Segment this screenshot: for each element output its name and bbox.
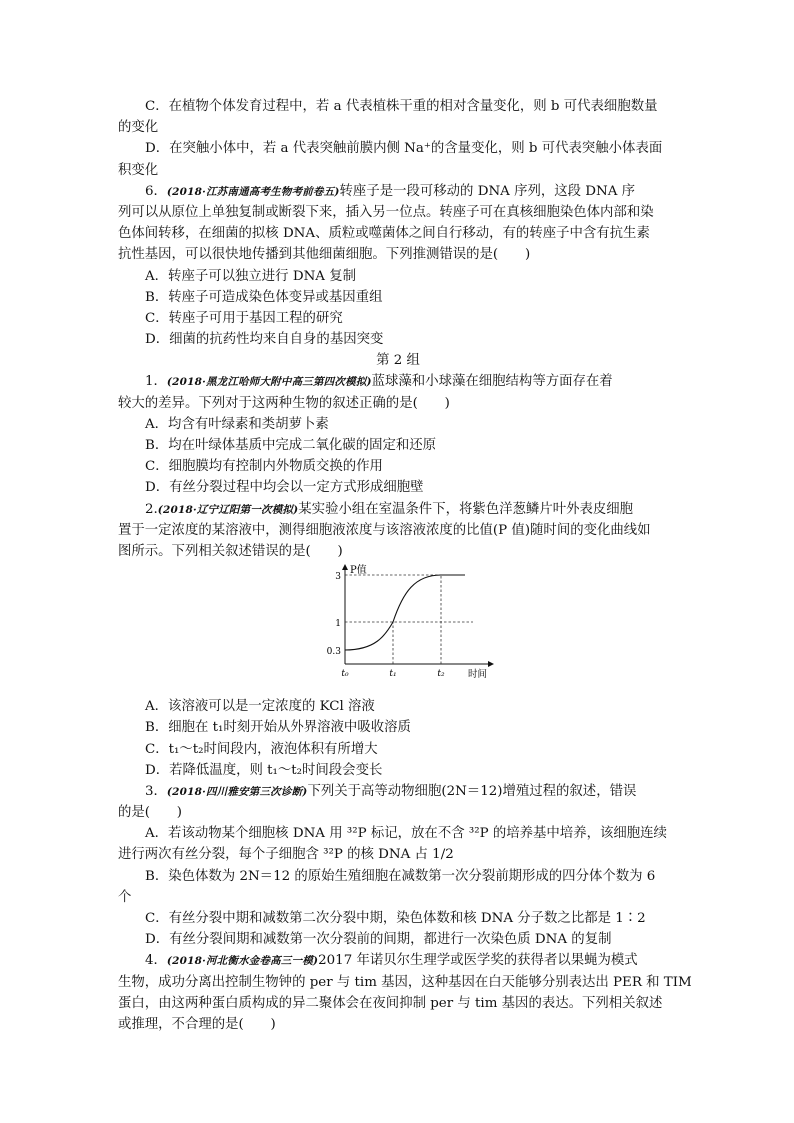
q6-stem-text: 转座子是一段可移动的 DNA 序列，这段 DNA 序 xyxy=(339,183,636,199)
q5-option-c-line2: 的变化 xyxy=(118,120,159,136)
g2q4-stem-line2: 生物，成功分离出控制生物钟的 per 与 tim 基因，这种基因在白天能够分别表达出 PER 和 TIM xyxy=(118,974,692,990)
q6-stem-line1 xyxy=(118,181,678,202)
g2q2-stem-line1 xyxy=(118,499,678,520)
q5-option-d-line1: D．在突触小体中，若 a 代表突触前膜内侧 Na⁺的含量变化，则 b 可代表突触小体表面 xyxy=(145,141,663,157)
g2q3-option-d: D．有丝分裂间期和减数第一次分裂前的间期，都进行一次染色质 DNA 的复制 xyxy=(145,932,612,948)
q5-option-c-line1: C．在植物个体发育过程中，若 a 代表植株干重的相对含量变化，则 b 可代表细胞数量 xyxy=(145,99,658,114)
g2q3-option-c: C．有丝分裂中期和减数第二次分裂中期，染色体数和核 DNA 分子数之比都是 1∶2 xyxy=(145,911,646,926)
q6-option-a: A．转座子可以独立进行 DNA 复制 xyxy=(145,268,356,284)
x-tick-label: t₁ xyxy=(389,669,397,680)
g2q3-stem-line1 xyxy=(118,781,678,802)
g2q1-stem-text: 蓝球藻和小球藻在细胞结构等方面存在着 xyxy=(371,374,613,390)
g2q2-option-b: B．细胞在 t₁时刻开始从外界溶液中吸收溶质 xyxy=(145,720,411,736)
g2q2-source: (2018·辽宁辽阳第一次模拟) xyxy=(157,503,299,516)
g2q2-option-d: D．若降低温度，则 t₁～t₂时间段会变长 xyxy=(145,762,383,778)
q6-stem-line2: 列可以从原位上单独复制或断裂下来，插入另一位点。转座子可在真核细胞染色体内部和染 xyxy=(118,204,654,220)
g2q4-stem-line3: 蛋白，由这两种蛋白质构成的异二聚体会在夜间抑制 per 与 tim 基因的表达。下列相关叙述 xyxy=(118,995,663,1011)
y-tick-label: 3 xyxy=(335,572,341,583)
g2q2-option-a: A．该溶液可以是一定浓度的 KCl 溶液 xyxy=(145,699,375,715)
g2q2-stem-text: 某实验小组在室温条件下，将紫色洋葱鳞片叶外表皮细胞 xyxy=(298,501,634,517)
g2q4-number: 4． xyxy=(145,953,167,969)
y-axis-title: P值 xyxy=(350,565,367,577)
g2q2-number: 2. xyxy=(145,501,158,517)
g2q4-stem-text: 2017 年诺贝尔生理学或医学奖的获得者以果蝇为模式 xyxy=(318,953,638,969)
g2q3-option-a-line2: 进行两次有丝分裂，每个子细胞含 ³²P 的核 DNA 占 1/2 xyxy=(118,847,454,863)
g2q1-stem-line1 xyxy=(118,371,678,392)
group-title: 第 2 组 xyxy=(376,353,420,369)
q6-stem-line3: 色体间转移，在细菌的拟核 DNA、质粒或噬菌体之间自行移动，有的转座子中含有抗生素 xyxy=(118,226,650,242)
g2q1-option-d: D．有丝分裂过程中均会以一定方式形成细胞壁 xyxy=(145,480,424,496)
q5-option-d-line2: 积变化 xyxy=(118,162,159,178)
y-tick-label: 0.3 xyxy=(326,647,341,658)
g2q1-option-a: A．均含有叶绿素和类胡萝卜素 xyxy=(145,416,329,432)
p-value-figure xyxy=(118,564,678,692)
g2q2-stem-line3: 图所示。下列相关叙述错误的是( ) xyxy=(118,543,343,559)
q6-source: (2018·江苏南通高考生物考前卷五) xyxy=(166,185,340,198)
g2q2-stem-line2: 置于一定浓度的某溶液中，测得细胞液浓度与该溶液浓度的比值(P 值)随时间的变化曲线如 xyxy=(118,522,651,538)
p-value-chart xyxy=(323,564,498,690)
p-value-curve xyxy=(345,575,465,650)
g2q1-stem-line2: 较大的差异。下列对于这两种生物的叙述正确的是( ) xyxy=(118,395,450,411)
g2q4-stem-line4: 或推理，不合理的是( ) xyxy=(118,1016,276,1032)
x-tick-label: t₂ xyxy=(437,669,445,680)
g2q1-option-c: C．细胞膜均有控制内外物质交换的作用 xyxy=(145,459,383,475)
g2q3-stem-line2: 的是( ) xyxy=(118,805,183,821)
g2q1-source: (2018·黑龙江哈师大附中高三第四次模拟) xyxy=(166,376,372,389)
exam-page xyxy=(118,96,692,1035)
g2q2-option-c: C．t₁～t₂时间段内，液泡体积有所增大 xyxy=(145,741,378,757)
g2q3-option-b-line2: 个 xyxy=(118,889,132,905)
q6-option-b: B．转座子可造成染色体变异或基因重组 xyxy=(145,289,383,305)
g2q3-option-b-line1: B．染色体数为 2N＝12 的原始生殖细胞在减数第一次分裂前期形成的四分体个数为 6 xyxy=(145,868,656,884)
x-tick-label: t₀ xyxy=(341,669,349,680)
g2q3-number: 3． xyxy=(145,783,167,799)
g2q1-number: 1． xyxy=(145,374,167,390)
g2q3-option-a-line1: A．若该动物某个细胞核 DNA 用 ³²P 标记，放在不含 ³²P 的培养基中培养，该细胞连续 xyxy=(145,826,667,842)
q6-option-c: C．转座子可用于基因工程的研究 xyxy=(145,310,343,326)
g2q1-option-b: B．均在叶绿体基质中完成二氧化碳的固定和还原 xyxy=(145,438,437,453)
g2q4-source: (2018·河北衡水金卷高三一模) xyxy=(166,955,319,968)
q6-option-d: D．细菌的抗药性均来自自身的基因突变 xyxy=(145,332,384,348)
g2q3-stem-text: 下列关于高等动物细胞(2N＝12)增殖过程的叙述，错误 xyxy=(307,783,637,799)
x-axis-title: 时间 xyxy=(467,669,487,681)
y-tick-label: 1 xyxy=(335,619,341,630)
g2q4-stem-line1 xyxy=(118,950,678,971)
q6-number: 6． xyxy=(145,183,167,199)
q6-stem-line4: 抗性基因，可以很快地传播到其他细菌细胞。下列推测错误的是( ) xyxy=(118,247,531,263)
g2q3-source: (2018·四川雅安第三次诊断) xyxy=(166,785,308,798)
